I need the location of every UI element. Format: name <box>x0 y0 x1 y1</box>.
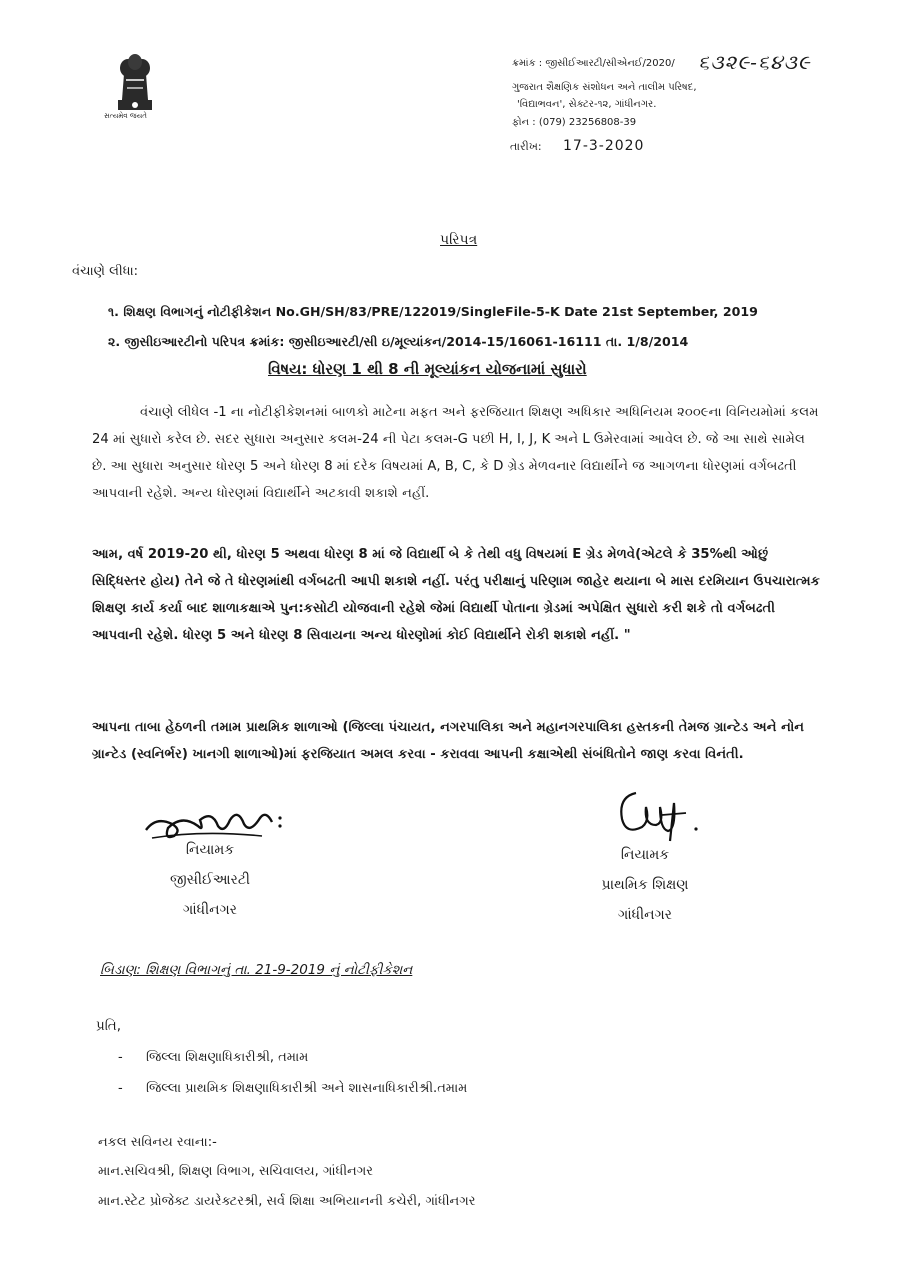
reference-item: ૧. શિક્ષણ વિભાગનું નોટીફીકેશન No.GH/SH/83/PRE/122019/SingleFile-5-K Date 21st September, 2019 <box>108 304 758 319</box>
read-label: વંચાણે લીધા: <box>72 264 139 279</box>
subject-line: વિષય: ધોરણ 1 થી 8 ની મૂલ્યાંકન યોજનામાં સુધારો <box>268 360 587 378</box>
to-label: પ્રતિ, <box>96 1018 122 1034</box>
organization-address: 'વિદ્યાભવન', સેક્ટર-૧૨, ગાંધીનગર. <box>517 99 657 110</box>
recipient-item: જિલ્લા શિક્ષણાધિકારીશ્રી, તમામ <box>146 1050 309 1065</box>
reference-item: ૨. જીસીઇઆરટીનો પરિપત્ર ક્રમાંક: જીસીઇઆરટી/સી ઇ/મૂલ્યાંકન/2014-15/16061-16111 તા. 1/8/2014 <box>108 334 689 349</box>
body-paragraph: આમ, વર્ષ 2019-20 થી, ધોરણ 5 અથવા ધોરણ 8 માં જે વિદ્યાર્થી બે કે તેથી વધુ વિષયમાં E ગ્રેડ મેળવે(એટલે કે 35%થી ઓછું સિદ્ધિસ્તર હોય) તેને જે તે ધોરણમાંથી વર્ગબઢતી આપી શકાશે નહીં. પરંતુ પરીક્ષાનું પરિણામ જાહેર થયાના બે માસ દરમિયાન ઉપચારાત્મક શિક્ષણ કાર્ય કર્યા બાદ શાળાકક્ષાએ પુન:કસોટી યોજવાની રહેશે જેમાં વિદ્યાર્થી પોતાના ગ્રેડમાં અપેક્ષિત સુધારો કરી શકે તો વર્ગબઢતી આપવાની રહેશે. ધોરણ 5 અને ધોરણ 8 સિવાયના અન્ય ધોરણોમાં કોઈ વિદ્યાર્થીને રોકી શકાશે નહીં. " <box>92 547 820 643</box>
right-signatory-title: નિયામક <box>620 847 670 863</box>
organization-phone: ફોન : (079) 23256808-39 <box>512 117 637 128</box>
body-paragraph: આપના તાબા હેઠળની તમામ પ્રાથમિક શાળાઓ (જિલ્લા પંચાયત, નગરપાલિકા અને મહાનગરપાલિકા હસ્તકની તેમજ ગ્રાન્ટેડ અને નોન ગ્રાન્ટેડ (સ્વનિર્ભર) ખાનગી શાળાઓ)માં ફરજિયાત અમલ કરવા - કરાવવા આપની કક્ષાએથી સંબંધિતોને જાણ કરવા વિનંતી. <box>92 720 805 762</box>
recipient-item: જિલ્લા પ્રાથમિક શિક્ષણાધિકારીશ્રી અને શાસનાધિકારીશ્રી.તમામ <box>146 1081 468 1096</box>
document-title: પરિપત્ર <box>440 232 478 248</box>
date-label: તારીખ: <box>510 140 542 153</box>
enclosure-note: બિડાણ: શિક્ષણ વિભાગનું તા. 21-9-2019 નું નોટીફીકેશન <box>100 962 413 978</box>
recipient-bullet: - <box>118 1081 123 1096</box>
emblem-caption: સત્યમેવ જયતે <box>104 112 147 120</box>
left-signatory-org: જીસીઈઆરટી <box>170 872 250 888</box>
organization-name: ગુજરાત શૈક્ષણિક સંશોધન અને તાલીમ પરિષદ, <box>512 82 697 93</box>
right-signature <box>610 785 710 845</box>
left-signatory-city: ગાંધીનગર <box>183 902 237 918</box>
left-signatory-title: નિયામક <box>185 842 235 858</box>
handwritten-reference-number: ૬૩૨૯-૬૪૩૯ <box>698 50 811 74</box>
body-paragraph: વંચાણે લીધેલ -1 ના નોટીફીકેશનમાં બાળકો માટેના મફત અને ફરજિયાત શિક્ષણ અધિકાર અધિનિયમ ૨૦૦૯ના વિનિયમોમાં કલમ 24 માં સુધારો કરેલ છે. સદર સુધારા અનુસાર કલમ-24 ની પેટા કલમ-G પછી H, I, J, K અને L ઉમેરવામાં આવેલ છે. જે આ સાથે સામેલ છે. આ સુધારા અનુસાર ધોરણ 5 અને ધોરણ 8 માં દરેક વિષયમાં A, B, C, કે D ગ્રેડ મેળવનાર વિદ્યાર્થીને જ આગળના ધોરણમાં વર્ગબઢતી આપવાની રહેશે. અન્ય ધોરણમાં વિદ્યાર્થીને અટકાવી શકાશે નહીં. <box>92 405 819 501</box>
copy-label: નકલ સવિનય રવાના:- <box>98 1135 217 1150</box>
date-value: 17-3-2020 <box>563 138 645 154</box>
right-signatory <box>580 840 710 930</box>
recipient-bullet: - <box>118 1050 123 1065</box>
copy-item: માન.સ્ટેટ પ્રોજેક્ટ ડાયરેક્ટરશ્રી, સર્વ શિક્ષા અભિયાનની કચેરી, ગાંધીનગર <box>98 1194 476 1209</box>
national-emblem-icon <box>108 44 162 122</box>
right-signatory-org: પ્રાથમિક શિક્ષણ <box>601 877 689 893</box>
copy-item: માન.સચિવશ્રી, શિક્ષણ વિભાગ, સચિવાલય, ગાંધીનગર <box>98 1164 373 1179</box>
right-signatory-city: ગાંધીનગર <box>618 907 672 923</box>
reference-number-label: ક્રમાંક : જીસીઈઆરટી/સીએનઈ/2020/ <box>512 58 675 69</box>
left-signatory <box>150 835 270 925</box>
